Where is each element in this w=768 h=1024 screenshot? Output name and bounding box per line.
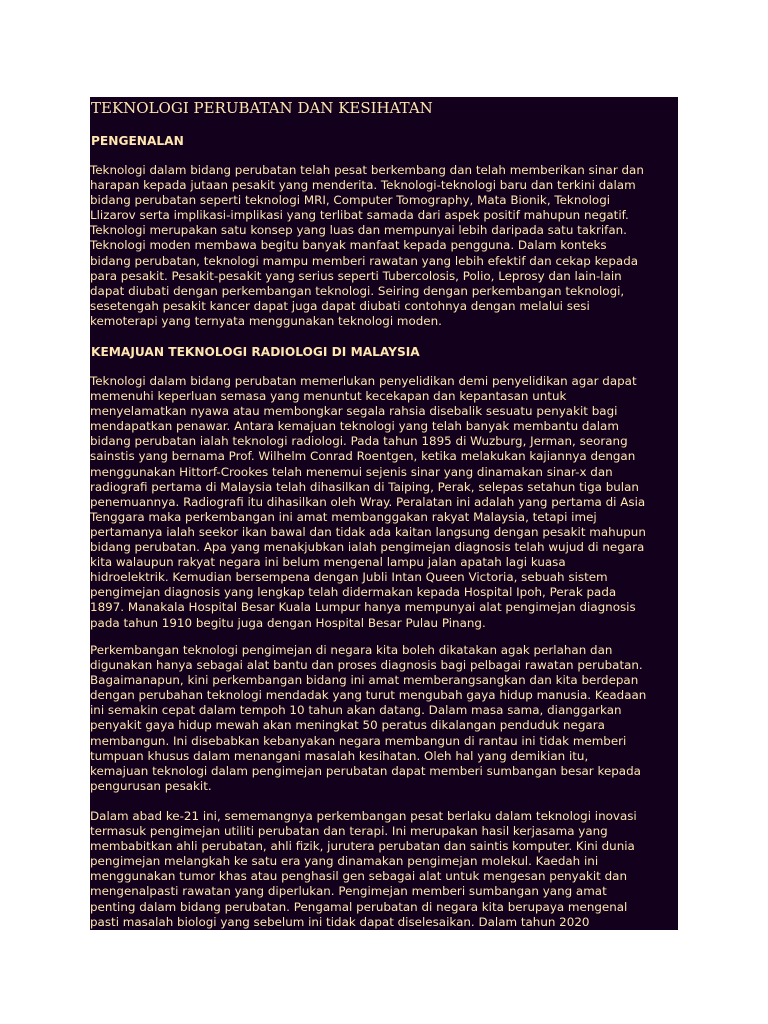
paragraph-line: Dalam abad ke-21 ini, sememangnya perkembangan pesat berlaku dalam teknologi inovasi <box>90 809 637 823</box>
paragraph-line: pada tahun 1910 begitu juga dengan Hospital Besar Pulau Pinang. <box>90 615 486 630</box>
paragraph-line: bidang perubatan. Apa yang menakjubkan ialah pengimejan diagnosis telah wujud di negara <box>90 540 645 555</box>
paragraph-line: kita walaupun rakyat negara ini belum mengenal lampu jalan apatah lagi kuasa <box>90 555 566 570</box>
paragraph-line: penyakit gaya hidup mewah akan meningkat 50 peratus dikalangan penduduk negara <box>90 718 605 733</box>
paragraph-line: para pesakit. Pesakit-pesakit yang serius seperti Tubercolosis, Polio, Leprosy dan lain-lain <box>90 268 622 283</box>
paragraph-line: ini semakin cepat dalam tempoh 10 tahun akan datang. Dalam masa sama, dianggarkan <box>90 703 622 718</box>
paragraph-line: harapan kepada jutaan pesakit yang menderita. Teknologi-teknologi baru dan terkini dalam <box>90 178 636 193</box>
paragraph-line: bidang perubatan ialah teknologi radiologi. Pada tahun 1895 di Wuzburg, Jerman, seorang <box>90 434 628 449</box>
paragraph-line: termasuk pengimejan utiliti perubatan dan terapi. Ini merupakan hasil kerjasama yang <box>90 824 608 839</box>
section-heading-pengenalan: PENGENALAN <box>91 134 184 148</box>
paragraph-line: menggunakan Hittorf-Crookes telah menemui sejenis sinar yang dinamakan sinar-x dan <box>90 464 613 479</box>
paragraph-line: Tenggara maka perkembangan ini amat membanggakan rakyat Malaysia, tetapi imej <box>90 509 597 524</box>
paragraph-line: pengimejan diagnosis yang lengkap telah didermakan kepada Hospital Ipoh, Perak pada <box>90 585 617 600</box>
paragraph-line: menggunakan tumor khas atau penghasil gen sebagai alat untuk mengesan penyakit dan <box>90 869 627 884</box>
paragraph-line: penemuannya. Radiografi itu dihasilkan oleh Wray. Peralatan ini adalah yang pertama di Asia <box>90 494 646 509</box>
document-page <box>90 97 678 930</box>
paragraph-line: sainstis yang bernama Prof. Wilhelm Conrad Roentgen, ketika melakukan kajiannya dengan <box>90 449 636 464</box>
paragraph-line: digunakan hanya sebagai alat bantu dan proses diagnosis bagi pelbagai rawatan perubatan. <box>90 658 643 673</box>
paragraph-line: pertamanya ialah seekor ikan bawal dan tidak ada kaitan langsung dengan pesakit mahupun <box>90 524 646 539</box>
paragraph-line: membabitkan ahli perubatan, ahli fizik, jurutera perubatan dan saintis komputer. Kini dunia <box>90 839 635 854</box>
paragraph-line: mengenalpasti rawatan yang diperlukan. Pengimejan memberi sumbangan yang amat <box>90 884 607 899</box>
paragraph-line: Teknologi dalam bidang perubatan memerlukan penyelidikan demi penyelidikan agar dapat <box>90 374 637 388</box>
paragraph <box>90 374 678 631</box>
paragraph <box>90 163 678 329</box>
paragraph-line: Llizarov serta implikasi-implikasi yang terlibat samada dari aspek positif mahupun negatif. <box>90 208 629 223</box>
paragraph-line: tumpuan khusus dalam menangani masalah kesihatan. Oleh hal yang demikian itu, <box>90 748 589 763</box>
paragraph-line: pengimejan melangkah ke satu era yang dinamakan pengimejan molekul. Kaedah ini <box>90 854 599 869</box>
paragraph-line: menyelamatkan nyawa atau membongkar segala rahsia disebalik sesuatu penyakit bagi <box>90 404 618 419</box>
paragraph-line: pengurusan pesakit. <box>90 778 212 793</box>
paragraph-line: Teknologi moden membawa begitu banyak manfaat kepada pengguna. Dalam konteks <box>90 238 607 253</box>
paragraph-line: mendapatkan penawar. Antara kemajuan teknologi yang telah banyak membantu dalam <box>90 419 619 434</box>
paragraph <box>90 809 678 930</box>
paragraph-line: pasti masalah biologi yang sebelum ini tidak dapat diselesaikan. Dalam tahun 2020 <box>90 914 590 929</box>
document-title: TEKNOLOGI PERUBATAN DAN KESIHATAN <box>91 99 433 117</box>
paragraph-line: kemoterapi yang ternyata menggunakan teknologi moden. <box>90 313 442 328</box>
paragraph <box>90 643 678 794</box>
paragraph-line: 1897. Manakala Hospital Besar Kuala Lumpur hanya mempunyai alat pengimejan diagnosis <box>90 600 636 615</box>
paragraph-line: penting dalam bidang perubatan. Pengamal perubatan di negara kita berupaya mengenal <box>90 899 628 914</box>
paragraph-line: memenuhi keperluan semasa yang menuntut kecekapan dan kepantasan untuk <box>90 389 567 404</box>
paragraph-line: Perkembangan teknologi pengimejan di negara kita boleh dikatakan agak perlahan dan <box>90 643 613 657</box>
paragraph-line: membangun. Ini disebabkan kebanyakan negara membangun di rantau ini tidak memberi <box>90 733 627 748</box>
paragraph-line: bidang perubatan seperti teknologi MRI, Computer Tomography, Mata Bionik, Teknologi <box>90 193 611 208</box>
paragraph-line: radiografi pertama di Malaysia telah dihasilkan di Taiping, Perak, selepas setahun tiga bulan <box>90 479 639 494</box>
paragraph-line: hidroelektrik. Kemudian bersempena dengan Jubli Intan Queen Victoria, sebuah sistem <box>90 570 608 585</box>
paragraph-line: sesetengah pesakit kancer dapat juga dapat diubati contohnya dengan melalui sesi <box>90 298 590 313</box>
paragraph-line: Bagaimanapun, kini perkembangan bidang ini amat memberangsangkan dan kita berdepan <box>90 673 639 688</box>
paragraph-line: bidang perubatan, teknologi mampu memberi rawatan yang lebih efektif dan cekap kepada <box>90 253 639 268</box>
paragraph-line: kemajuan teknologi dalam pengimejan perubatan dapat memberi sumbangan besar kepada <box>90 763 641 778</box>
paragraph-line: Teknologi merupakan satu konsep yang luas dan mempunyai lebih daripada satu takrifan. <box>90 223 627 238</box>
paragraph-line: Teknologi dalam bidang perubatan telah pesat berkembang dan telah memberikan sinar dan <box>90 163 644 177</box>
paragraph-line: dapat diubati dengan perkembangan teknologi. Seiring dengan perkembangan teknologi, <box>90 283 625 298</box>
paragraph-line: dengan perubahan teknologi mendadak yang turut mengubah gaya hidup manusia. Keadaan <box>90 688 647 703</box>
section-heading-kemajuan-radiologi: KEMAJUAN TEKNOLOGI RADIOLOGI DI MALAYSIA <box>91 345 420 359</box>
